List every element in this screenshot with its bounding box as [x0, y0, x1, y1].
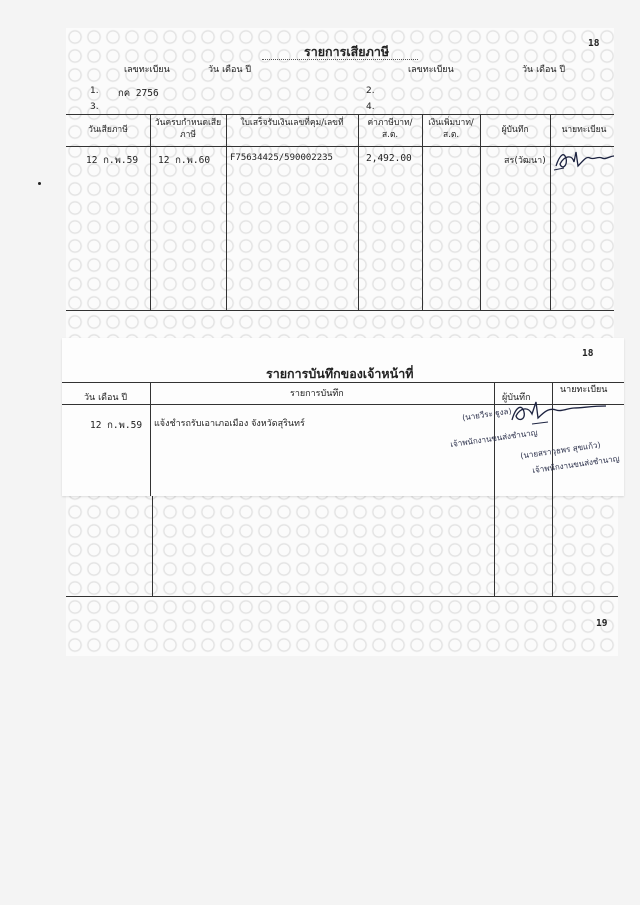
lower-record-sheet [66, 484, 618, 656]
column-divider [150, 114, 151, 310]
col-date-2: วัน เดือน ปี [522, 65, 566, 75]
plate-row-no: 4. [366, 102, 375, 112]
column-divider [494, 484, 495, 596]
page-number: 18 [582, 348, 594, 359]
cell-receipt: F75634425/590002235 [230, 153, 333, 163]
header-recorder: ผู้บันทึก [502, 393, 531, 403]
plate-row-no: 2. [366, 86, 375, 96]
cell-recorder: สร(วัฒนา) [504, 156, 546, 166]
scan-speck [38, 182, 41, 185]
lower-table-bottom-border [66, 596, 618, 597]
plate-row-no: 1. [90, 86, 99, 96]
cell-date: 12 ก.พ.59 [90, 420, 143, 431]
col-date-1: วัน เดือน ปี [208, 65, 252, 75]
header-date: วัน เดือน ปี [84, 393, 128, 403]
header-entry: รายการบันทึก [290, 389, 344, 399]
table-top-border [66, 114, 614, 115]
header-registrar: นายทะเบียน [561, 125, 607, 135]
column-divider [150, 382, 151, 496]
header-receipt: ใบเสร็จรับเงินเลขที่คุม/เลขที่ [240, 118, 344, 128]
column-divider [552, 484, 553, 596]
stamp-line: เจ้าพนักงานขนส่งชำนาญ [531, 453, 620, 476]
header-due-date: วันครบกำหนดเสียภาษี [154, 118, 222, 140]
page-title: รายการเสียภาษี [304, 44, 390, 59]
header-recorder: ผู้บันทึก [501, 125, 529, 135]
column-divider [480, 114, 481, 310]
header-tax-amount: ค่าภาษีบาท/ส.ต. [367, 118, 413, 140]
plate-number: กค 2756 [118, 88, 159, 99]
column-divider [358, 114, 359, 310]
plate-row-no: 3. [90, 102, 99, 112]
cell-due-date: 12 ก.พ.60 [158, 155, 211, 166]
cell-tax-date: 12 ก.พ.59 [86, 155, 139, 166]
registrar-signature [550, 144, 616, 174]
col-registration-1: เลขทะเบียน [124, 65, 170, 75]
stamp-line: เจ้าพนักงานขนส่งชำนาญ [449, 427, 538, 450]
header-bottom-border [66, 146, 614, 147]
page-number: 19 [596, 618, 608, 629]
stamp-line: (นายวีระ ฐูงล) [461, 406, 513, 423]
column-divider [422, 114, 423, 310]
title-underline [262, 59, 418, 60]
cell-entry: แจ้งชำรถรับเอาเภอเมือง จังหวัดสุรินทร์ [154, 419, 305, 429]
col-registration-2: เลขทะเบียน [408, 65, 454, 75]
table-bottom-border [66, 310, 614, 311]
tax-record-sheet [66, 28, 614, 358]
header-tax-date: วันเสียภาษี [88, 125, 128, 135]
stamp-line: (นายสราวุธพร สุขแก้ว) [519, 440, 602, 461]
column-divider [226, 114, 227, 310]
cell-tax-amount: 2,492.00 [366, 153, 412, 164]
header-surcharge: เงินเพิ่มบาท/ส.ต. [428, 118, 474, 140]
table-top-border [62, 382, 624, 383]
officer-signature [502, 394, 612, 428]
column-divider [152, 484, 153, 596]
header-registrar: นายทะเบียน [560, 385, 608, 395]
page-number: 18 [588, 38, 600, 49]
page-title: รายการบันทึกของเจ้าหน้าที่ [266, 366, 414, 381]
officer-record-sheet [62, 338, 624, 496]
